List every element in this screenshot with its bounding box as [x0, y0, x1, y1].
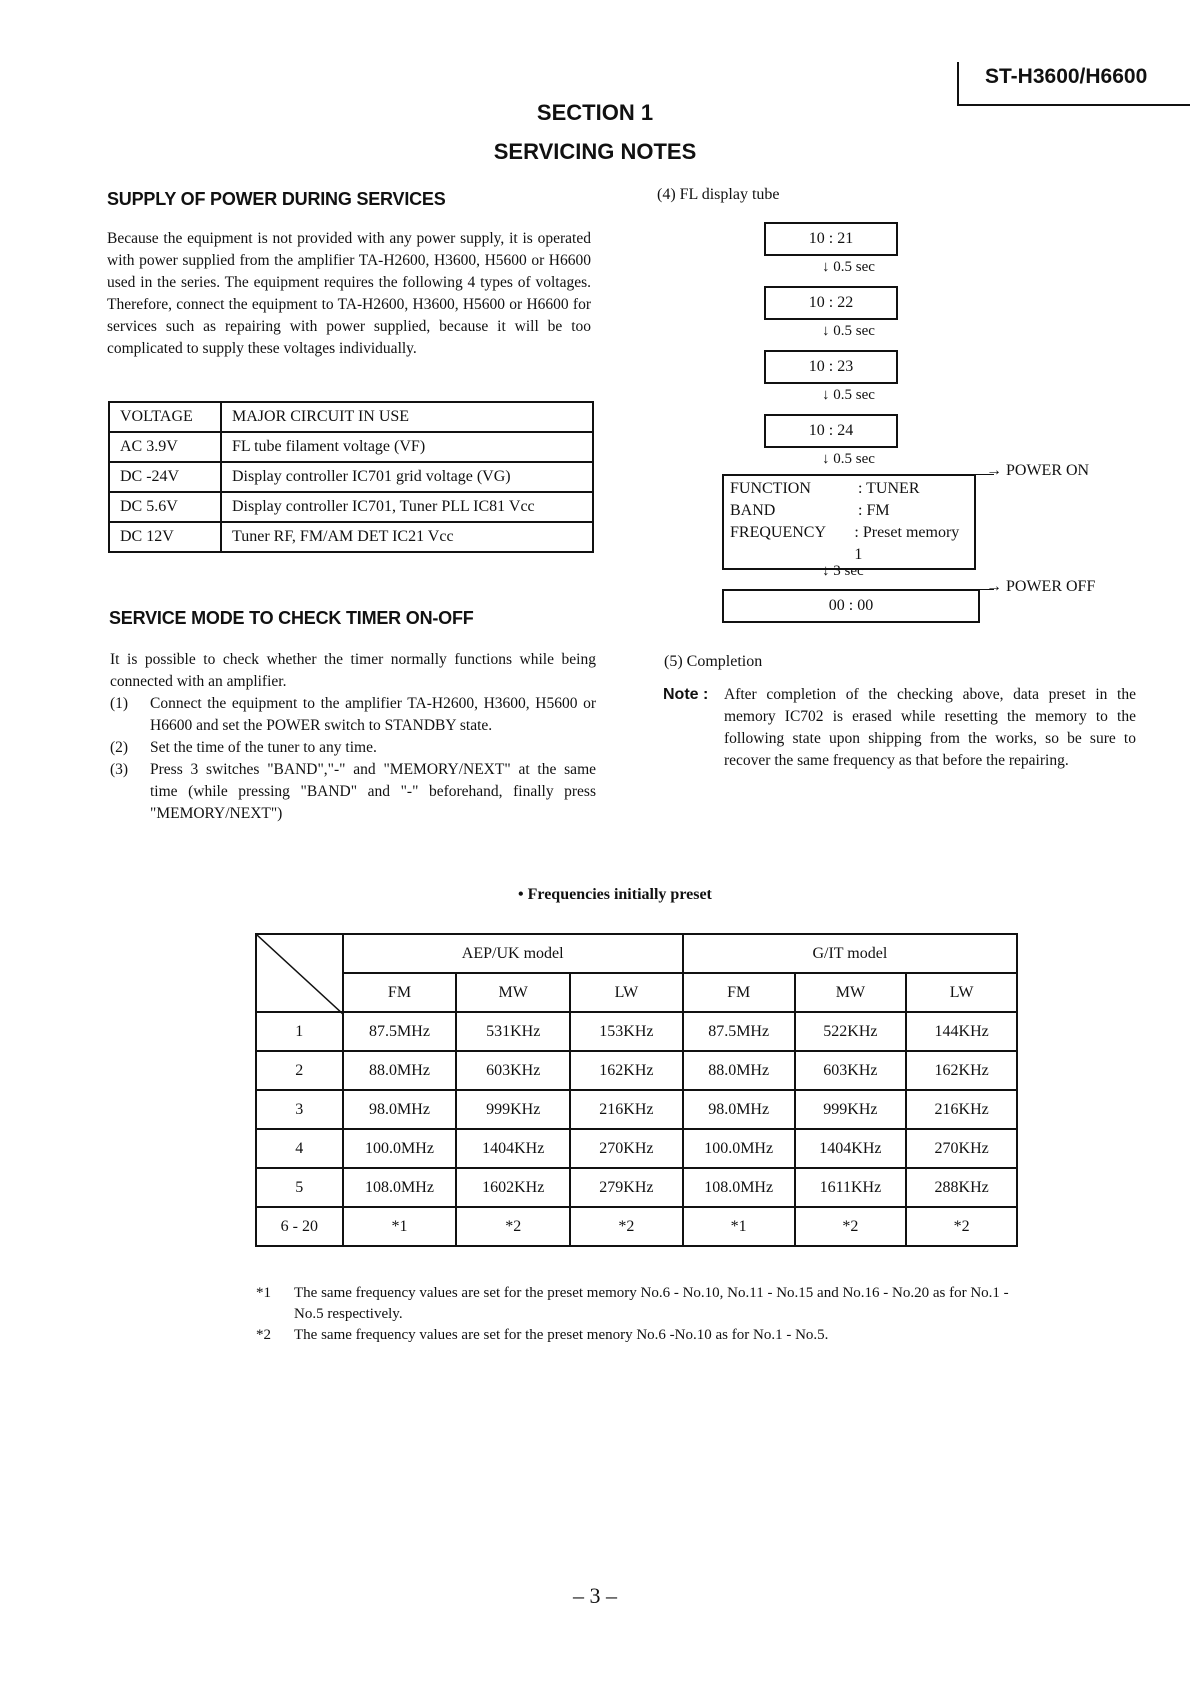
fl-off-time-box: 00 : 00: [722, 589, 980, 623]
table-header-cell: MAJOR CIRCUIT IN USE: [221, 402, 593, 432]
table-cell: DC 12V: [109, 522, 221, 552]
footnote: [256, 1283, 1026, 1325]
table-row: [109, 402, 593, 432]
page-title: SERVICING NOTES: [493, 139, 697, 164]
footnote-text: The same frequency values are set for the preset menory No.6 -No.10 as for No.1 - No.5.: [294, 1327, 829, 1343]
preset-number: 5: [256, 1168, 343, 1207]
service-steps: [110, 693, 596, 825]
band-header: MW: [795, 973, 907, 1012]
band-header: LW: [906, 973, 1017, 1012]
table-header-cell: VOLTAGE: [109, 402, 221, 432]
table-cell: 144KHz: [906, 1012, 1017, 1051]
table-cell: 522KHz: [795, 1012, 907, 1051]
table-cell: 108.0MHz: [343, 1168, 457, 1207]
table-cell: 279KHz: [570, 1168, 683, 1207]
step-text: Set the time of the tuner to any time.: [150, 739, 377, 756]
table-cell: 216KHz: [570, 1090, 683, 1129]
voltage-table: [108, 401, 594, 553]
fl-time-box: 10 : 23: [764, 350, 898, 384]
model-header: G/IT model: [683, 934, 1017, 973]
note-label: Note :: [663, 686, 709, 703]
preset-number: 2: [256, 1051, 343, 1090]
step-number: (3): [110, 761, 129, 778]
step-number: (2): [110, 739, 129, 756]
table-cell: 98.0MHz: [683, 1090, 795, 1129]
table-cell: 162KHz: [570, 1051, 683, 1090]
footnote-mark: *2: [256, 1327, 271, 1343]
table-cell: 1404KHz: [795, 1129, 907, 1168]
list-item: [110, 693, 596, 737]
band-header: FM: [343, 973, 457, 1012]
interval-label: ↓ 0.5 sec: [822, 259, 875, 275]
band-header: LW: [570, 973, 683, 1012]
table-cell: 1611KHz: [795, 1168, 907, 1207]
page-number: – 3 –: [573, 1583, 617, 1608]
table-cell: 88.0MHz: [343, 1051, 457, 1090]
table-cell: 1602KHz: [456, 1168, 570, 1207]
table-row: [256, 1090, 1017, 1129]
interval-label: ↓ 0.5 sec: [822, 451, 875, 467]
table-cell: *2: [906, 1207, 1017, 1246]
table-row: [256, 1051, 1017, 1090]
table-cell: 603KHz: [456, 1051, 570, 1090]
table-cell: 270KHz: [906, 1129, 1017, 1168]
panel-value: : Preset memory 1: [854, 524, 960, 563]
table-row: [109, 492, 593, 522]
table-cell: *2: [570, 1207, 683, 1246]
table-cell: DC -24V: [109, 462, 221, 492]
table-cell: 87.5MHz: [683, 1012, 795, 1051]
preset-number: 3: [256, 1090, 343, 1129]
table-cell: DC 5.6V: [109, 492, 221, 522]
step-number: (1): [110, 695, 129, 712]
table-row: [256, 973, 1017, 1012]
table-cell: 98.0MHz: [343, 1090, 457, 1129]
completion-label: (5) Completion: [664, 653, 763, 670]
table-cell: 87.5MHz: [343, 1012, 457, 1051]
interval-label: ↓ 0.5 sec: [822, 323, 875, 339]
list-item: [110, 759, 596, 825]
table-cell: *2: [456, 1207, 570, 1246]
footnote-mark: *1: [256, 1285, 271, 1301]
corner-cell: [256, 934, 343, 1012]
footnote-text: The same frequency values are set for the preset memory No.6 - No.10, No.11 - No.15 and No.16 - No.20 as for No.1 - No.5 respectively.: [294, 1285, 1009, 1322]
panel-key: FREQUENCY: [730, 524, 827, 541]
presets-title: • Frequencies initially preset: [518, 886, 712, 903]
table-cell: AC 3.9V: [109, 432, 221, 462]
table-cell: 603KHz: [795, 1051, 907, 1090]
power-off-label: → POWER OFF: [986, 578, 1096, 595]
table-cell: 216KHz: [906, 1090, 1017, 1129]
table-cell: *1: [343, 1207, 457, 1246]
table-cell: 531KHz: [456, 1012, 570, 1051]
table-cell: 153KHz: [570, 1012, 683, 1051]
table-cell: 108.0MHz: [683, 1168, 795, 1207]
table-cell: 270KHz: [570, 1129, 683, 1168]
panel-key: BAND: [730, 502, 776, 519]
table-row: [109, 522, 593, 552]
model-number: ST-H3600/H6600: [985, 65, 1148, 88]
section-title: SECTION 1: [536, 100, 654, 125]
service-mode-intro: It is possible to check whether the timer normally functions while being connected with an amplifier.: [110, 651, 596, 690]
table-cell: 88.0MHz: [683, 1051, 795, 1090]
wait-label: ↓ 3 sec: [822, 563, 864, 579]
interval-label: ↓ 0.5 sec: [822, 387, 875, 403]
table-row: [256, 1207, 1017, 1246]
panel-line: [730, 478, 968, 500]
table-cell: Tuner RF, FM/AM DET IC21 Vcc: [221, 522, 593, 552]
table-row: [256, 1168, 1017, 1207]
fl-time-box: 10 : 24: [764, 414, 898, 448]
panel-line: [730, 500, 968, 522]
model-header: AEP/UK model: [343, 934, 683, 973]
table-cell: Display controller IC701, Tuner PLL IC81 Vcc: [221, 492, 593, 522]
footnotes: [256, 1283, 1026, 1346]
preset-number: 6 - 20: [256, 1207, 343, 1246]
band-header: FM: [683, 973, 795, 1012]
panel-value: : TUNER: [858, 480, 920, 497]
fl-status-panel: [722, 474, 976, 570]
table-row: [256, 934, 1017, 973]
diagonal-line: [257, 935, 344, 1015]
power-on-label: → POWER ON: [986, 462, 1090, 479]
band-header: MW: [456, 973, 570, 1012]
table-cell: 999KHz: [456, 1090, 570, 1129]
fl-time-box: 10 : 21: [764, 222, 898, 256]
footnote: [256, 1325, 1026, 1346]
table-cell: 999KHz: [795, 1090, 907, 1129]
table-cell: *1: [683, 1207, 795, 1246]
step-text: Press 3 switches "BAND","-" and "MEMORY/NEXT" at the same time (while pressing "BAND" and "-" beforehand, finally press "MEMORY/NEXT"): [150, 761, 596, 822]
list-item: [110, 737, 596, 759]
supply-paragraph: Because the equipment is not provided with any power supply, it is operated with power supplied from the amplifier TA-H2600, H3600, H5600 or H6600 used in the series. The equipment requires the following 4 types of voltages. Therefore, connect the equipment to TA-H2600, H3600, H5600 or H6600 for services such as repairing with power supplied, because it will be too complicated to supply these voltages individually.: [107, 230, 591, 357]
table-cell: FL tube filament voltage (VF): [221, 432, 593, 462]
preset-number: 1: [256, 1012, 343, 1051]
step-text: Connect the equipment to the amplifier TA-H2600, H3600, H5600 or H6600 and set the POWER switch to STANDBY state.: [150, 695, 596, 734]
table-row: [109, 432, 593, 462]
panel-line: [730, 522, 968, 566]
panel-value: : FM: [858, 502, 890, 519]
table-cell: 288KHz: [906, 1168, 1017, 1207]
table-row: [109, 462, 593, 492]
presets-table-wrap: [255, 933, 1018, 1247]
note-text: After completion of the checking above, data preset in the memory IC702 is erased while resetting the memory to the following state upon shipping from the works, so be sure to recover the same frequency as that before the repairing.: [724, 686, 1136, 769]
service-mode-heading: SERVICE MODE TO CHECK TIMER ON-OFF: [109, 608, 474, 628]
table-cell: *2: [795, 1207, 907, 1246]
table-cell: 100.0MHz: [343, 1129, 457, 1168]
table-cell: 100.0MHz: [683, 1129, 795, 1168]
panel-key: FUNCTION: [730, 480, 811, 497]
table-cell: 162KHz: [906, 1051, 1017, 1090]
table-cell: Display controller IC701 grid voltage (VG): [221, 462, 593, 492]
table-row: [256, 1129, 1017, 1168]
fl-display-label: (4) FL display tube: [657, 186, 780, 203]
table-row: [256, 1012, 1017, 1051]
supply-heading: SUPPLY OF POWER DURING SERVICES: [107, 189, 446, 209]
preset-number: 4: [256, 1129, 343, 1168]
presets-table: [255, 933, 1018, 1247]
table-cell: 1404KHz: [456, 1129, 570, 1168]
fl-time-box: 10 : 22: [764, 286, 898, 320]
